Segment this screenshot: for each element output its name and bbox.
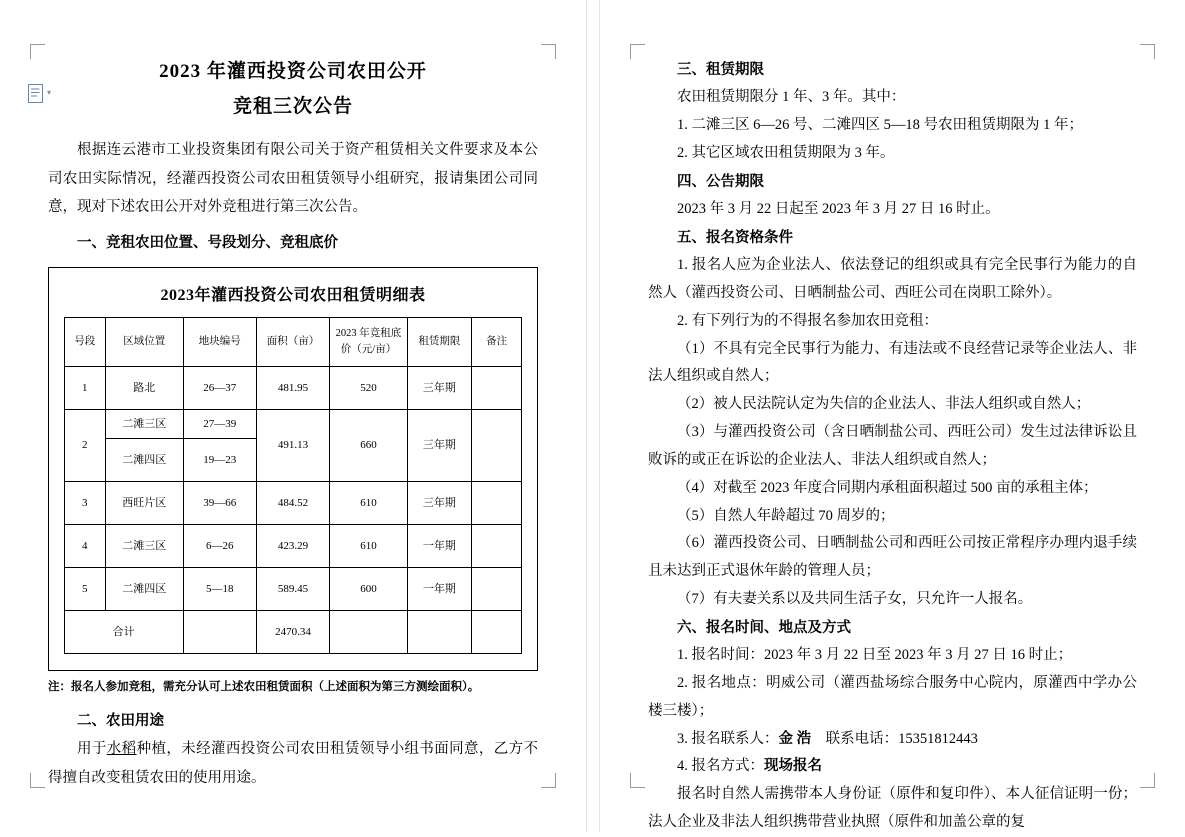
cell-total-blank-price: [330, 611, 408, 654]
col-header-size: 面积（亩）: [256, 318, 329, 367]
table-row: [64, 366, 522, 409]
section-6-item-1: 1. 报名时间：2023 年 3 月 22 日至 2023 年 3 月 27 日 16 时止；: [677, 647, 1073, 664]
cell-price: 610: [330, 525, 408, 568]
cell-price: 660: [330, 409, 408, 482]
section-5-sub-3: （3）与灌西投资公司（含日晒制盐公司、西旺公司）发生过法律诉讼且败诉的或正在诉讼的企业法人、非法人组织或自然人；: [648, 424, 1137, 468]
cell-term: 一年期: [407, 568, 471, 611]
section-5-sub-5: （5）自然人年龄超过 70 周岁的；: [677, 507, 895, 524]
section-6-item-4: [648, 753, 1137, 781]
table-header-row: [64, 318, 522, 367]
contact-phone-label: 联系电话：: [825, 730, 899, 747]
cell-note: [471, 525, 521, 568]
table-row: [64, 568, 522, 611]
cell-code: 5—18: [183, 568, 256, 611]
cell-total-label: 合计: [64, 611, 183, 654]
col-header-area: 区域位置: [105, 318, 183, 367]
section-4-heading: 四、公告期限: [677, 173, 764, 190]
section-5-sub-6: （6）灌西投资公司、日晒制盐公司和西旺公司按正常程序办理内退手续且未达到正式退休年龄的管理人员；: [648, 535, 1137, 580]
section-5-sub-1: （1）不具有完全民事行为能力、有违法或不良经营记录等企业法人、非法人组织或自然人；: [648, 340, 1137, 385]
rent-table-block: [48, 267, 538, 671]
section-6-tail: 报名时自然人需携带本人身份证（原件和复印件）、本人征信证明一份；法人企业及非法人组织携带营业执照（原件和加盖公章的复: [648, 786, 1137, 831]
section-5-item-1: 1. 报名人应为企业法人、依法登记的组织或具有完全民事行为能力的自然人（灌西投资公司、日晒制盐公司、西旺公司在岗职工除外）。: [648, 257, 1137, 301]
document-icon[interactable]: [28, 82, 54, 104]
page-title-line2: 竞租三次公告: [232, 96, 353, 118]
section-4-line: 2023 年 3 月 22 日起至 2023 年 3 月 27 日 16 时止。: [677, 201, 1000, 218]
page-2: [600, 0, 1185, 832]
page-title: [48, 54, 538, 124]
signup-method-value: 现场报名: [764, 758, 822, 775]
cell-code: 19—23: [183, 439, 256, 482]
page-1: [0, 0, 586, 832]
section-3-heading: 三、租赁期限: [677, 62, 764, 78]
crop-mark-top-right: [1140, 44, 1155, 59]
section-2-paragraph: 用于水稻种植，未经灌西投资公司农田租赁领导小组书面同意，乙方不得擅自改变租赁农田的使用用途。: [48, 741, 539, 786]
cell-size: 589.45: [256, 568, 329, 611]
cell-total-blank-term: [407, 611, 471, 654]
crop-mark-top-left: [630, 44, 645, 59]
rent-table: [64, 317, 523, 654]
cell-price: 520: [330, 366, 408, 409]
col-header-code: 地块编号: [183, 318, 256, 367]
signup-method-label: 4. 报名方式：: [677, 758, 764, 775]
cell-total-blank-code: [183, 611, 256, 654]
cell-no: 3: [64, 482, 105, 525]
col-header-term: 租赁期限: [407, 318, 471, 367]
table-row: [64, 525, 522, 568]
cell-size: 481.95: [256, 366, 329, 409]
cell-term: 三年期: [407, 482, 471, 525]
section-5-sub-4: （4）对截至 2023 年度合同期内承租面积超过 500 亩的承租主体；: [677, 479, 1098, 496]
section-2-underlined-term: 水稻: [106, 741, 137, 758]
cell-size: 491.13: [256, 409, 329, 482]
cell-note: [471, 482, 521, 525]
crop-mark-bottom-right: [1140, 773, 1155, 788]
contact-phone: 15351812443: [898, 730, 978, 747]
section-5-item-2: 2. 有下列行为的不得报名参加农田竞租：: [677, 312, 938, 329]
cell-area: 二滩三区: [105, 525, 183, 568]
cell-area: 二滩四区: [105, 439, 183, 482]
cell-note: [471, 568, 521, 611]
cell-code: 26—37: [183, 366, 256, 409]
cell-total-size: 2470.34: [256, 611, 329, 654]
cell-no: 5: [64, 568, 105, 611]
contact-name: 金 浩: [778, 730, 812, 747]
cell-code: 39—66: [183, 482, 256, 525]
section-1-heading: 一、竞租农田位置、号段划分、竞租底价: [77, 235, 338, 252]
rent-table-caption: 2023年灌西投资公司农田租赁明细表: [160, 287, 426, 305]
crop-mark-bottom-left: [30, 773, 45, 788]
table-total-row: [64, 611, 522, 654]
cell-area: 二滩三区: [105, 409, 183, 439]
cell-term: 三年期: [407, 366, 471, 409]
section-3-line-1: 农田租赁期限分 1 年、3 年。其中：: [677, 89, 906, 106]
cell-size: 423.29: [256, 525, 329, 568]
crop-mark-bottom-right: [541, 773, 556, 788]
cell-note: [471, 409, 521, 482]
cell-price: 600: [330, 568, 408, 611]
cell-area: 路北: [105, 366, 183, 409]
section-5-heading: 五、报名资格条件: [677, 229, 793, 246]
crop-mark-bottom-left: [630, 773, 645, 788]
cell-term: 三年期: [407, 409, 471, 482]
section-3-item-1: 1. 二滩三区 6—26 号、二滩四区 5—18 号农田租赁期限为 1 年；: [677, 117, 1083, 134]
cell-no: 1: [64, 366, 105, 409]
section-5-sub-7: （7）有夫妻关系以及共同生活子女，只允许一人报名。: [677, 591, 1033, 608]
section-5-sub-2: （2）被人民法院认定为失信的企业法人、非法人组织或自然人；: [677, 396, 1091, 413]
cell-term: 一年期: [407, 525, 471, 568]
col-header-price: 2023 年竞租底价（元/亩）: [330, 318, 408, 367]
cell-size: 484.52: [256, 482, 329, 525]
crop-mark-top-left: [30, 44, 45, 59]
page-gap: [586, 0, 600, 832]
section-6-item-2: 2. 报名地点：明威公司（灌西盐场综合服务中心院内，原灌西中学办公楼三楼）；: [648, 674, 1137, 719]
table-row: [64, 482, 522, 525]
cell-area: 西旺片区: [105, 482, 183, 525]
cell-code: 6—26: [183, 525, 256, 568]
section-6-heading: 六、报名时间、地点及方式: [677, 619, 851, 636]
cell-total-blank-note: [471, 611, 521, 654]
section-3-item-2: 2. 其它区域农田租赁期限为 3 年。: [677, 144, 895, 161]
contact-label: 3. 报名联系人：: [677, 730, 779, 747]
cell-code: 27—39: [183, 409, 256, 439]
crop-mark-top-right: [541, 44, 556, 59]
table-row: [64, 409, 522, 439]
col-header-note: 备注: [471, 318, 521, 367]
col-header-no: 号段: [64, 318, 105, 367]
section-2-heading: 二、农田用途: [77, 713, 164, 730]
page-title-line1: 2023 年灌西投资公司农田公开: [159, 61, 427, 82]
cell-price: 610: [330, 482, 408, 525]
cell-no: 4: [64, 525, 105, 568]
intro-paragraph: 根据连云港市工业投资集团有限公司关于资产租赁相关文件要求及本公司农田实际情况，经灌西投资公司农田租赁领导小组研究，报请集团公司同意，现对下述农田公开对外竞租进行第三次公告。: [48, 142, 538, 215]
table-note: 注：报名人参加竞租，需充分认可上述农田租赁面积（上述面积为第三方测绘面积）。: [48, 681, 480, 694]
cell-no: 2: [64, 409, 105, 482]
cell-area: 二滩四区: [105, 568, 183, 611]
section-6-item-3: [648, 726, 1137, 754]
chevron-down-icon[interactable]: ▾: [47, 88, 52, 97]
cell-note: [471, 366, 521, 409]
